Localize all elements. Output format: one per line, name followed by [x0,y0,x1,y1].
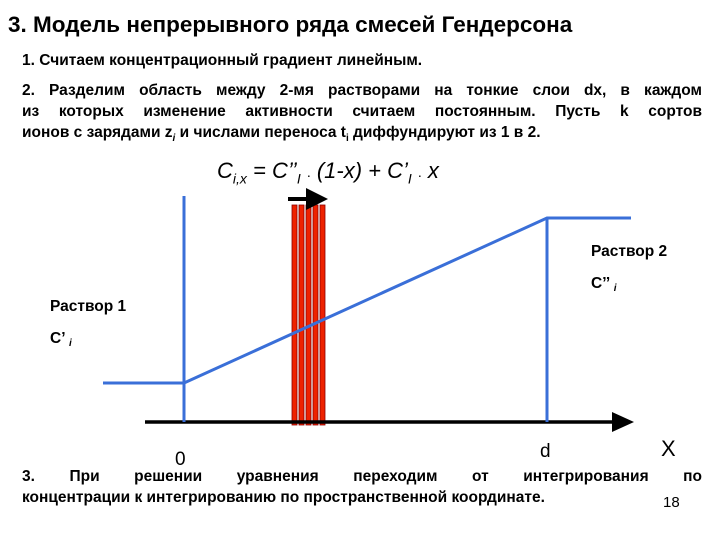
formula-middle: (1-x) + C’ [310,158,408,183]
formula-subscript-1: I [296,170,301,187]
point-3-line-1: 3. При решении уравнения переходим от интегрирования по [22,468,702,485]
diffusion-layers [292,205,325,425]
point-2-line-1: 2. Разделим область между 2-мя растворами на тонкие слои dx, в каждом [22,82,702,99]
solution-1-name: Раствор 1 [50,298,127,315]
formula-subscript-2: I [407,170,412,187]
tick-label-zero: 0 [175,449,186,470]
formula-dot-2: . [417,164,422,181]
point-2-line-2: из которых изменение активности считаем постоянным. Пусть k сортов [22,103,702,120]
point-3-line-2: концентрации к интегрированию по пространственной координате. [22,489,545,506]
point-3-text [22,466,702,508]
layer-bar [292,205,297,425]
concentration-formula [217,158,439,186]
layer-bar [299,205,304,425]
slide-title: 3. Модель непрерывного ряда смесей Гендерсона [8,12,573,37]
formula-c-subscript: i,x [232,170,247,187]
layer-bar [306,205,311,425]
layer-bar [320,205,325,425]
solution-1-conc-symbol: C’ [50,330,65,347]
point-2-line-3-part-a: ионов с зарядами z [22,124,173,141]
solution-2-name: Раствор 2 [591,243,668,260]
tick-label-d: d [540,441,551,462]
x-axis-label: X [661,436,676,461]
point-2-line-3-part-c: диффундируют из 1 в 2. [348,124,541,141]
solution-2-concentration [591,275,616,294]
page-number: 18 [663,494,680,511]
point-1-text: 1. Считаем концентрационный градиент линейным. [22,52,423,69]
solution-1-concentration [50,330,72,349]
layer-bar [313,205,318,425]
transfer-subscript: i [345,133,349,145]
x-axis-arrow-icon [612,412,634,432]
solution-2-conc-symbol: C’’ [591,275,610,292]
formula-dot-1: . [306,164,311,181]
solution-1-conc-subscript: i [68,338,72,349]
formula-x: x [421,158,439,183]
point-2-line-3-part-b: и числами переноса t [175,124,346,141]
charge-subscript: i [172,133,176,145]
formula-c: C [217,158,233,183]
formula-c2: = C’’ [246,158,297,183]
solution-2-conc-subscript: i [613,283,617,294]
concentration-profile [103,218,631,383]
